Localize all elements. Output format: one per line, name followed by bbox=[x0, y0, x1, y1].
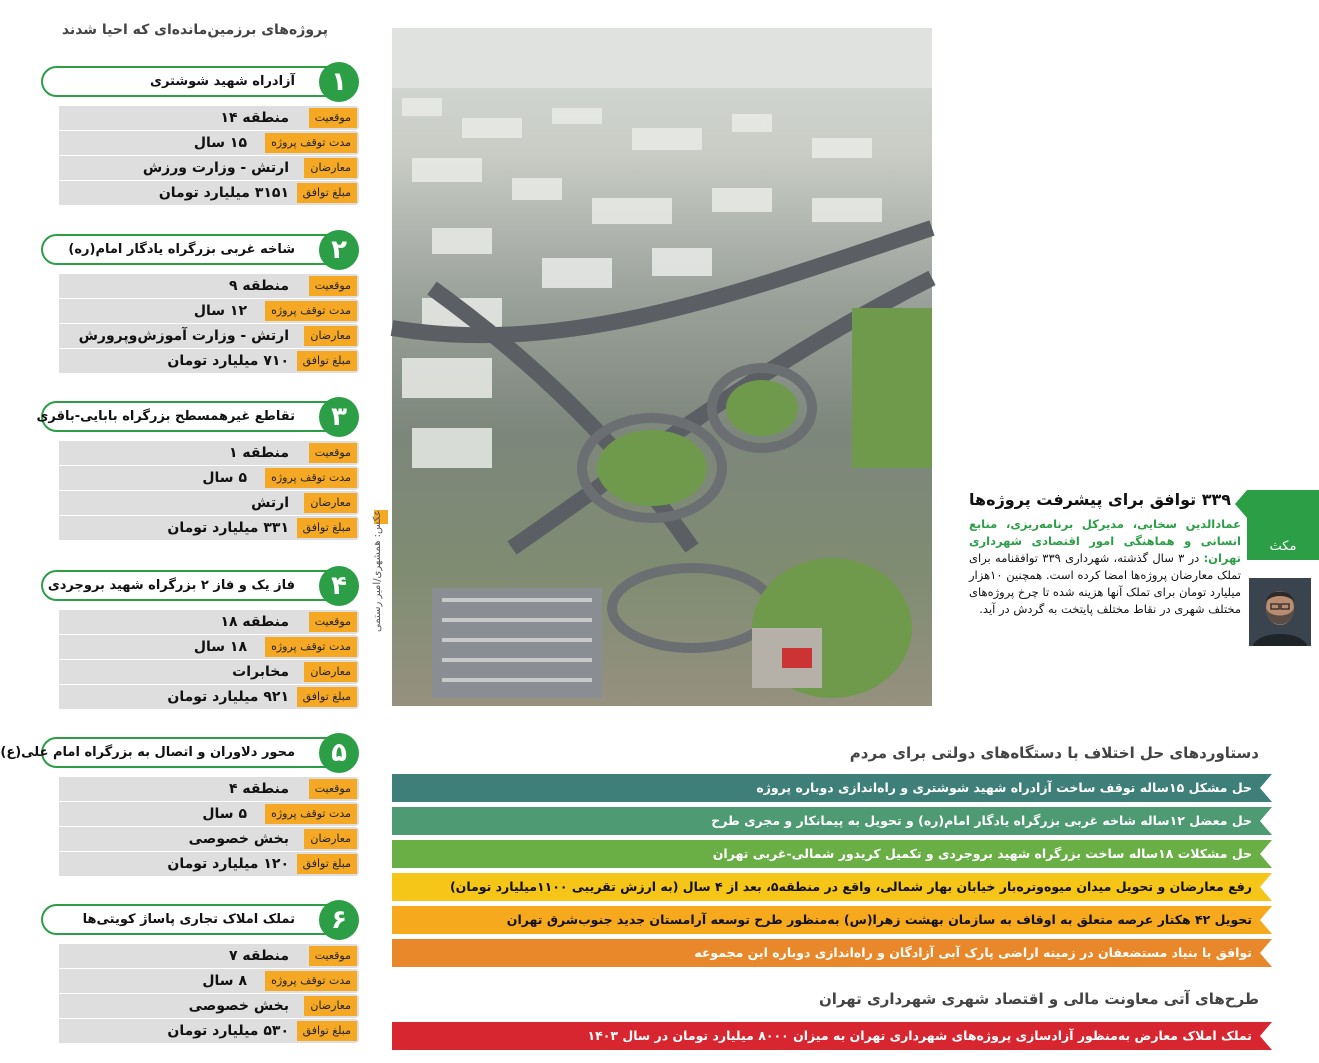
row-label: معارضان bbox=[304, 662, 357, 682]
future-plans-title: طرح‌های آتی معاونت مالی و اقتصاد شهری شهرداری تهران bbox=[819, 990, 1259, 1008]
row-label: مبلغ توافق bbox=[297, 183, 357, 203]
project-details bbox=[39, 274, 359, 373]
row-label: مبلغ توافق bbox=[297, 1021, 357, 1041]
location-row bbox=[59, 777, 359, 801]
project-name: شاخه غربی بزرگراه یادگار امام(ره) bbox=[41, 234, 329, 265]
bar-arrow-notch bbox=[1260, 1022, 1272, 1050]
project-name: فاز یک و فاز ۲ بزرگراه شهید بروجردی bbox=[41, 570, 329, 601]
row-label: مدت توقف پروژه bbox=[265, 637, 357, 657]
amount-row bbox=[59, 852, 359, 876]
tab-arrow bbox=[1235, 490, 1247, 518]
row-value: ارتش - وزارت ورزش bbox=[142, 160, 289, 176]
project-name: تقاطع غیرهمسطح بزرگراه بابایی-باقری bbox=[41, 401, 329, 432]
project-details bbox=[39, 441, 359, 540]
row-value: ۱۲ سال bbox=[193, 303, 247, 319]
achievement-bar bbox=[392, 906, 1272, 934]
row-label: معارضان bbox=[304, 158, 357, 178]
row-label: موقعیت bbox=[309, 612, 357, 632]
bar-text: تملک املاک معارض به‌منظور آزادسازی پروژه‌های شهرداری تهران به میزان ۸۰۰۰ میلیارد تومان در سال ۱۴۰۳ bbox=[587, 1028, 1252, 1043]
project-block bbox=[0, 733, 359, 877]
row-value: مخابرات bbox=[232, 664, 289, 680]
projects-title: پروژه‌های برزمین‌مانده‌ای که احیا شدند bbox=[61, 22, 328, 38]
project-header bbox=[39, 566, 359, 606]
portrait-photo bbox=[1249, 578, 1311, 646]
row-value: منطقه ۱۸ bbox=[220, 614, 289, 630]
row-value: منطقه ۷ bbox=[228, 948, 289, 964]
amount-row bbox=[59, 349, 359, 373]
location-row bbox=[59, 106, 359, 130]
location-row bbox=[59, 274, 359, 298]
aerial-city-illustration bbox=[392, 28, 932, 706]
amount-row bbox=[59, 1019, 359, 1043]
location-row bbox=[59, 441, 359, 465]
row-label: مدت توقف پروژه bbox=[265, 133, 357, 153]
opponents-row bbox=[59, 994, 359, 1018]
amount-row bbox=[59, 685, 359, 709]
row-label: موقعیت bbox=[309, 779, 357, 799]
opponents-row bbox=[59, 827, 359, 851]
row-value: منطقه ۴ bbox=[228, 781, 289, 797]
project-details bbox=[39, 944, 359, 1043]
project-block bbox=[39, 62, 359, 206]
project-number-badge: ۱ bbox=[319, 62, 359, 102]
opponents-row bbox=[59, 491, 359, 515]
bar-arrow-notch bbox=[1260, 774, 1272, 802]
row-label: مبلغ توافق bbox=[297, 687, 357, 707]
project-number-badge: ۳ bbox=[319, 397, 359, 437]
bar-text: رفع معارضان و تحویل میدان میوه‌وتره‌بار خیابان بهار شمالی، واقع در منطقه۵، بعد از ۴ سال (به ارزش تقریبی ۱۱۰۰میلیارد تومان) bbox=[449, 879, 1252, 894]
duration-row bbox=[59, 131, 359, 155]
opponents-row bbox=[59, 156, 359, 180]
row-label: مدت توقف پروژه bbox=[265, 468, 357, 488]
row-label: معارضان bbox=[304, 326, 357, 346]
location-row bbox=[59, 610, 359, 634]
row-value: منطقه ۱۴ bbox=[220, 110, 289, 126]
row-value: ۱۲۰ میلیارد تومان bbox=[167, 856, 289, 872]
project-name: محور دلاوران و اتصال به بزرگراه امام علی(ع) bbox=[41, 737, 329, 768]
row-label: مبلغ توافق bbox=[297, 351, 357, 371]
duration-row bbox=[59, 635, 359, 659]
interview-text: در ۳ سال گذشته، شهرداری ۳۳۹ توافقنامه برای تملک معارضان پروژه‌ها امضا کرده است. همچنین ۱۰هزار میلیارد تومان برای تملک آنها هزینه شده تا چرخ پروژه‌های مختلف شهری در نقاط مختلف پایتخت به گردش در آید. bbox=[969, 551, 1241, 616]
amount-row bbox=[59, 516, 359, 540]
row-value: ۸ سال bbox=[202, 973, 247, 989]
row-label: مدت توقف پروژه bbox=[265, 804, 357, 824]
project-details bbox=[39, 106, 359, 205]
achievement-bar bbox=[392, 807, 1272, 835]
project-number-badge: ۵ bbox=[319, 733, 359, 773]
project-number-badge: ۴ bbox=[319, 566, 359, 606]
achievement-bar bbox=[392, 939, 1272, 967]
project-name: تملک املاک تجاری پاساژ کویتی‌ها bbox=[41, 904, 329, 935]
row-value: ۱۸ سال bbox=[193, 639, 247, 655]
bar-text: حل معضل ۱۲ساله شاخه غربی بزرگراه یادگار امام(ره) و تحویل به پیمانکار و مجری طرح bbox=[711, 813, 1252, 828]
row-label: موقعیت bbox=[309, 443, 357, 463]
row-value: ۷۱۰ میلیارد تومان bbox=[167, 353, 289, 369]
amount-row bbox=[59, 181, 359, 205]
row-label: مدت توقف پروژه bbox=[265, 971, 357, 991]
bar-text: توافق با بنیاد مستضعفان در زمینه اراضی پارک آبی آزادگان و راه‌اندازی دوباره این مجموعه bbox=[694, 945, 1252, 960]
bar-text: تحویل ۴۲ هکتار عرصه متعلق به اوقاف به سازمان بهشت زهرا(س) به‌منظور طرح توسعه آرامستان جدید جنوب‌شرق تهران bbox=[506, 912, 1252, 927]
row-value: ۱۵ سال bbox=[193, 135, 247, 151]
achievement-bar bbox=[392, 873, 1272, 901]
project-block bbox=[36, 397, 359, 541]
duration-row bbox=[59, 299, 359, 323]
bar-arrow-notch bbox=[1260, 906, 1272, 934]
row-value: منطقه ۱ bbox=[228, 445, 289, 461]
row-value: بخش خصوصی bbox=[188, 998, 289, 1014]
project-header bbox=[36, 397, 359, 437]
opponents-row bbox=[59, 324, 359, 348]
row-label: موقعیت bbox=[309, 946, 357, 966]
mekat-tab: مکث bbox=[1247, 490, 1319, 560]
row-value: ۹۲۱ میلیارد تومان bbox=[167, 689, 289, 705]
project-header bbox=[39, 230, 359, 270]
interview-title: ۳۳۹ توافق برای پیشرفت پروژه‌ها bbox=[969, 490, 1231, 509]
row-label: معارضان bbox=[304, 493, 357, 513]
project-block bbox=[39, 230, 359, 374]
row-label: مبلغ توافق bbox=[297, 854, 357, 874]
row-value: ۵ سال bbox=[202, 470, 247, 486]
bar-text: حل مشکلات ۱۸ساله ساخت بزرگراه شهید بروجردی و تکمیل کریدور شمالی-غربی تهران bbox=[712, 846, 1252, 861]
photo-credit: عکس: همشهری/امیر رستمی bbox=[372, 510, 383, 633]
bar-arrow-notch bbox=[1260, 807, 1272, 835]
achievements-title: دستاوردهای حل اختلاف با دستگاه‌های دولتی برای مردم bbox=[849, 744, 1259, 762]
row-label: موقعیت bbox=[309, 108, 357, 128]
project-block bbox=[39, 900, 359, 1044]
project-number-badge: ۶ bbox=[319, 900, 359, 940]
row-label: مدت توقف پروژه bbox=[265, 301, 357, 321]
row-value: ۳۱۵۱ میلیارد تومان bbox=[158, 185, 289, 201]
interviewee-name: عمادالدین سخایی، مدیرکل برنامه‌ریزی، منابع انسانی و هماهنگی امور اقتصادی شهرداری تهران: bbox=[969, 517, 1241, 565]
row-value: ۳۳۱ میلیارد تومان bbox=[167, 520, 289, 536]
project-details bbox=[39, 610, 359, 709]
row-label: معارضان bbox=[304, 996, 357, 1016]
row-value: ارتش - وزارت آموزش‌وپرورش bbox=[78, 328, 289, 344]
row-value: ارتش bbox=[251, 495, 289, 511]
project-number-badge: ۲ bbox=[319, 230, 359, 270]
row-value: منطقه ۹ bbox=[228, 278, 289, 294]
bar-arrow-notch bbox=[1260, 840, 1272, 868]
row-label: موقعیت bbox=[309, 276, 357, 296]
project-header bbox=[39, 62, 359, 102]
person-portrait-icon bbox=[1249, 578, 1311, 646]
duration-row bbox=[59, 969, 359, 993]
project-header bbox=[39, 900, 359, 940]
project-block bbox=[39, 566, 359, 710]
duration-row bbox=[59, 466, 359, 490]
future-plan-bar bbox=[392, 1022, 1272, 1050]
duration-row bbox=[59, 802, 359, 826]
achievement-bar bbox=[392, 774, 1272, 802]
row-value: بخش خصوصی bbox=[188, 831, 289, 847]
project-details bbox=[39, 777, 359, 876]
location-row bbox=[59, 944, 359, 968]
project-name: آزادراه شهید شوشتری bbox=[41, 66, 329, 97]
row-label: مبلغ توافق bbox=[297, 518, 357, 538]
bar-arrow-notch bbox=[1260, 873, 1272, 901]
row-label: معارضان bbox=[304, 829, 357, 849]
bar-arrow-notch bbox=[1260, 939, 1272, 967]
opponents-row bbox=[59, 660, 359, 684]
achievement-bar bbox=[392, 840, 1272, 868]
project-header bbox=[0, 733, 359, 773]
interview-body bbox=[969, 516, 1241, 618]
bar-text: حل مشکل ۱۵ساله توقف ساخت آزادراه شهید شوشتری و راه‌اندازی دوباره پروژه bbox=[756, 780, 1252, 795]
row-value: ۵ سال bbox=[202, 806, 247, 822]
row-value: ۵۳۰ میلیارد تومان bbox=[167, 1023, 289, 1039]
aerial-photo bbox=[392, 28, 932, 706]
